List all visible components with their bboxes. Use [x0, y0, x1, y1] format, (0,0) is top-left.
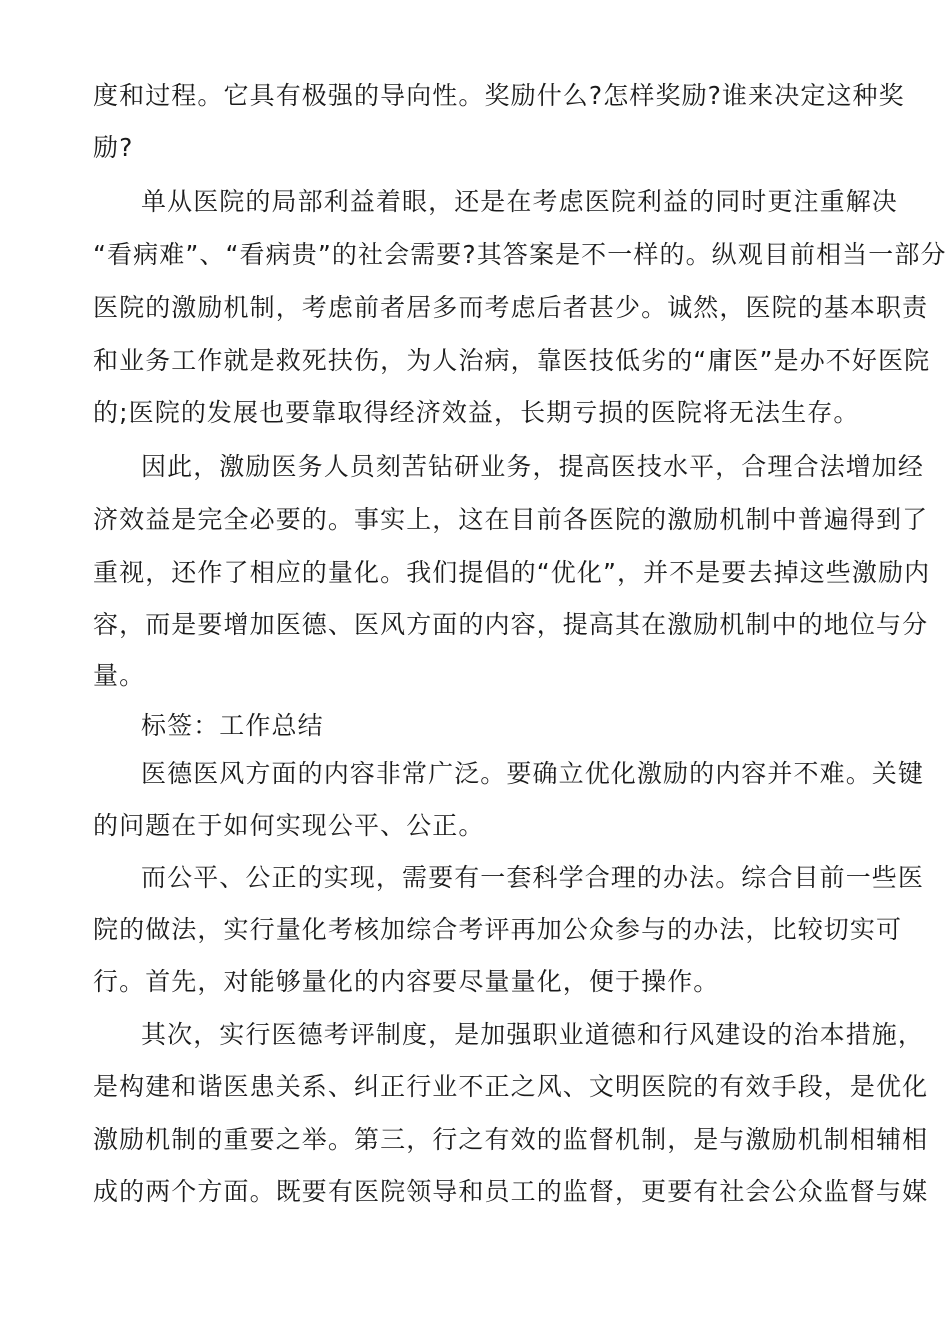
tag-label: 标签：工作总结 — [141, 711, 324, 740]
text-line: 和业务工作就是救死扶伤，为人治病，靠医技低劣的“庸医”是办不好医院 — [93, 346, 931, 375]
text-line: 励? — [93, 133, 134, 162]
text-line: 量。 — [93, 661, 146, 690]
text-line: 容，而是要增加医德、医风方面的内容，提高其在激励机制中的地位与分 — [93, 610, 929, 639]
text-line: 度和过程。它具有极强的导向性。奖励什么?怎样奖励?谁来决定这种奖 — [93, 81, 905, 110]
text-line: 激励机制的重要之举。第三，行之有效的监督机制，是与激励机制相辅相 — [93, 1125, 929, 1154]
text-line: 医院的激励机制，考虑前者居多而考虑后者甚少。诚然，医院的基本职责 — [93, 293, 929, 322]
text-line: 济效益是完全必要的。事实上，这在目前各医院的激励机制中普遍得到了 — [93, 505, 929, 534]
text-line: 的问题在于如何实现公平、公正。 — [93, 811, 485, 840]
paragraph-start-line: 因此，激励医务人员刻苦钻研业务，提高医技水平，合理合法增加经 — [141, 452, 925, 481]
text-line: 院的做法，实行量化考核加综合考评再加公众参与的办法，比较切实可 — [93, 915, 903, 944]
text-line: 成的两个方面。既要有医院领导和员工的监督，更要有社会公众监督与媒 — [93, 1177, 929, 1206]
text-line: 的;医院的发展也要靠取得经济效益，长期亏损的医院将无法生存。 — [93, 398, 860, 427]
paragraph-start-line: 单从医院的局部利益着眼，还是在考虑医院利益的同时更注重解决 — [141, 187, 898, 216]
paragraph-start-line: 其次，实行医德考评制度，是加强职业道德和行风建设的治本措施， — [141, 1020, 925, 1049]
text-line: 是构建和谐医患关系、纠正行业不正之风、文明医院的有效手段，是优化 — [93, 1072, 929, 1101]
text-line: “看病难”、“看病贵”的社会需要?其答案是不一样的。纵观目前相当一部分 — [93, 240, 947, 269]
paragraph-start-line: 而公平、公正的实现，需要有一套科学合理的办法。综合目前一些医 — [141, 863, 925, 892]
paragraph-start-line: 医德医风方面的内容非常广泛。要确立优化激励的内容并不难。关键 — [141, 759, 925, 788]
text-line: 行。首先，对能够量化的内容要尽量量化，便于操作。 — [93, 967, 720, 996]
text-line: 重视，还作了相应的量化。我们提倡的“优化”，并不是要去掉这些激励内 — [93, 558, 931, 587]
